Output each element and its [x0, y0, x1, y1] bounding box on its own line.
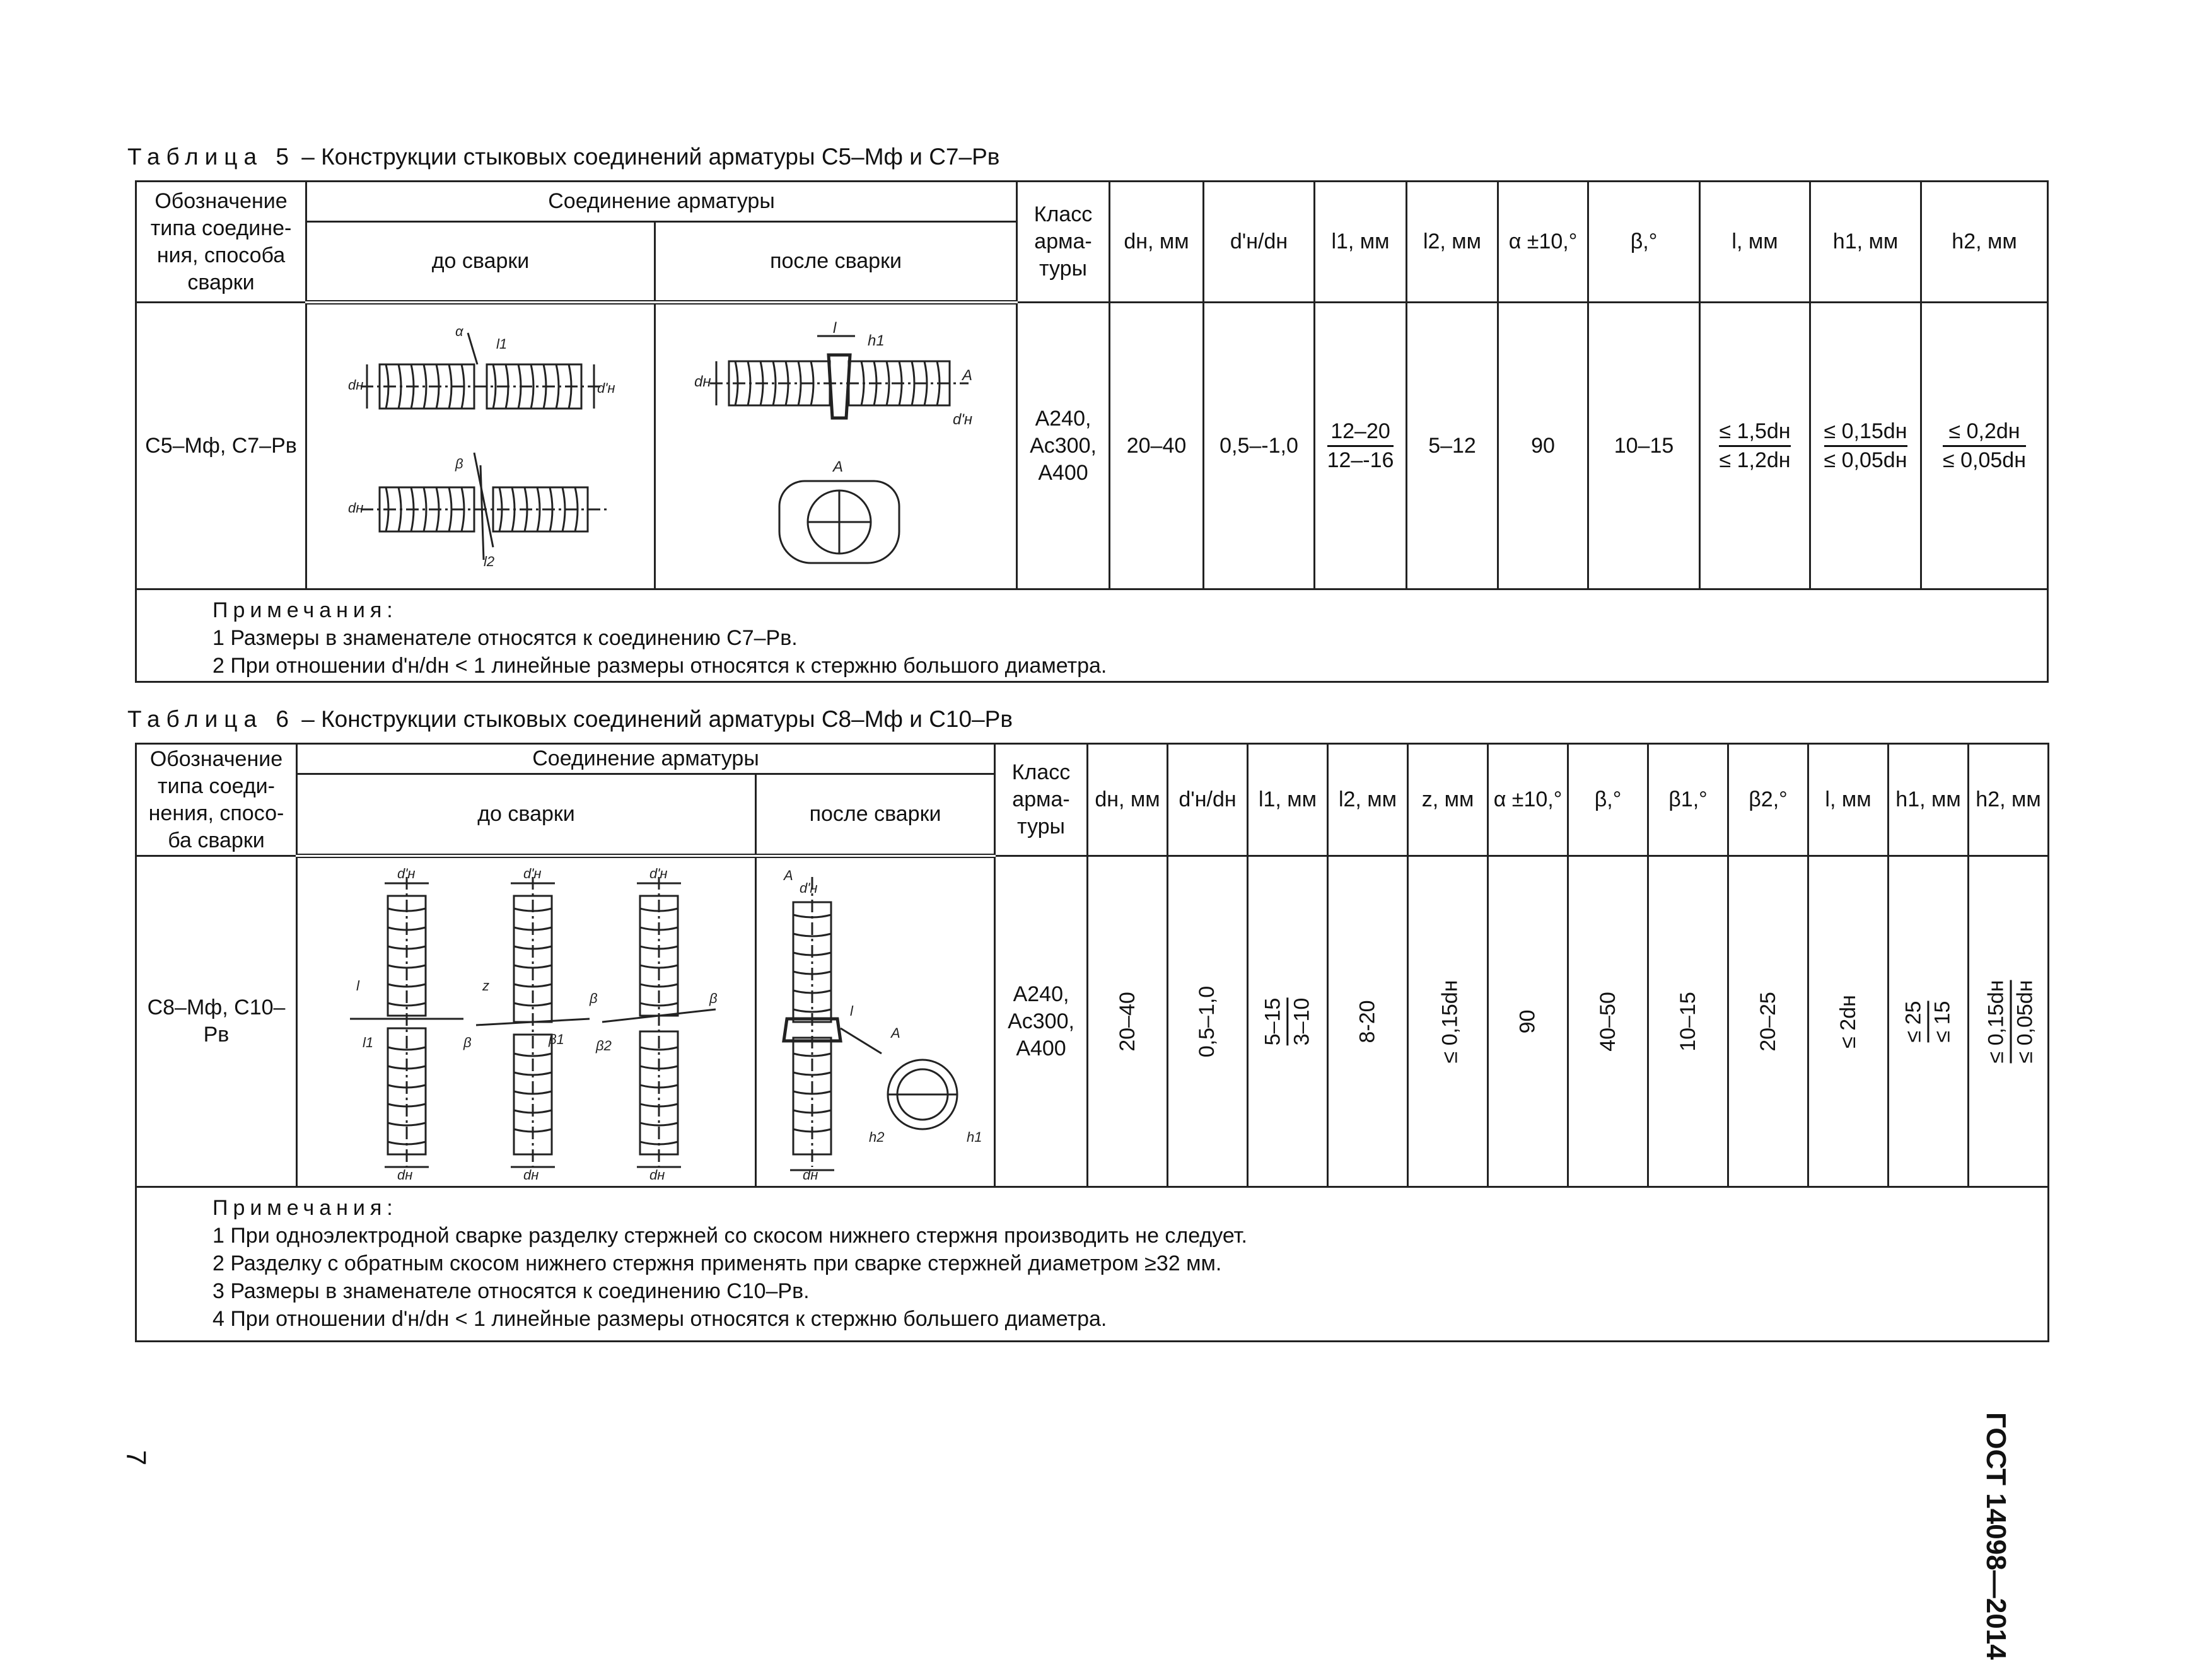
t5-drawing-after [655, 303, 1017, 589]
rebar-vertical-before-welding-drawing [325, 864, 728, 1180]
table6-caption-text: – Конструкции стыковых соединений арматуры С8–Мф и С10–Рв [301, 706, 1013, 732]
t6-notes-heading: Примечания: [212, 1196, 398, 1220]
t5-l1-numerator: 12–20 [1327, 418, 1394, 447]
t6-head-l2: l2, мм [1328, 744, 1408, 856]
t6-head-after: после сварки [756, 774, 995, 856]
t5-head-joint: Соединение арматуры [306, 182, 1017, 222]
svg-text:dн: dн [348, 500, 364, 516]
t5-head-after: после сварки [655, 222, 1017, 303]
table6 [135, 743, 2049, 1342]
t6-alpha-value: 90 [1515, 1009, 1540, 1033]
svg-text:β: β [455, 456, 463, 472]
t6-head-ratio: d'н/dн [1168, 744, 1248, 856]
t5-head-type: Обозначение типа соедине-ния, способа сварки [136, 182, 306, 303]
table5-caption [127, 144, 999, 170]
t5-ratio: 0,5–-1,0 [1204, 303, 1315, 589]
t5-head-ratio: d'н/dн [1204, 182, 1315, 303]
t6-h2-denominator: ≤ 0,05dн [2013, 980, 2037, 1063]
svg-text:h2: h2 [869, 1129, 885, 1145]
table5-caption-text: – Конструкции стыковых соединений арматуры С5–Мф и С7–Рв [301, 144, 1000, 170]
t6-head-dn: dн, мм [1088, 744, 1168, 856]
t5-class: А240, Ас300, А400 [1017, 303, 1110, 589]
t5-h2-denominator: ≤ 0,05dн [1943, 448, 2026, 472]
svg-text:d'н: d'н [649, 866, 668, 881]
svg-text:h1: h1 [967, 1129, 982, 1145]
t5-head-l1: l1, мм [1315, 182, 1407, 303]
table6-caption-word: Таблица 6 [127, 706, 295, 732]
table5-caption-word: Таблица 5 [127, 144, 295, 170]
t6-note-2: 2 Разделку с обратным скосом нижнего стержня применять при сварке стержней диаметром ≥32 мм. [212, 1251, 1222, 1275]
svg-text:l: l [356, 978, 359, 994]
t6-beta2-value: 20–25 [1755, 991, 1780, 1052]
t6-note-3: 3 Размеры в знаменателе относятся к соединению С10–Рв. [212, 1279, 810, 1303]
t5-l-denominator: ≤ 1,2dн [1719, 448, 1791, 472]
t5-l1 [1315, 303, 1407, 589]
t6-beta2 [1728, 856, 1808, 1187]
svg-text:dн: dн [803, 1167, 818, 1180]
t5-head-class: Класс арма-туры [1017, 182, 1110, 303]
table6-caption [127, 706, 1013, 733]
t5-note-1: 1 Размеры в знаменателе относятся к соединению С7–Рв. [212, 626, 798, 650]
t6-h2 [1969, 856, 2049, 1187]
page-number: 7 [120, 1450, 151, 1466]
svg-text:d'н: d'н [597, 380, 615, 396]
t5-l2: 5–12 [1407, 303, 1498, 589]
t6-notes [136, 1187, 2049, 1342]
t6-drawing-after [756, 856, 995, 1187]
svg-text:l1: l1 [496, 336, 508, 352]
t6-note-4: 4 При отношении d'н/dн < 1 линейные размеры относятся к стержню большего диаметра. [212, 1307, 1107, 1331]
t6-z-value: ≤ 0,15dн [1438, 980, 1462, 1063]
t6-drawing-before [297, 856, 756, 1187]
svg-text:d'н: d'н [523, 866, 542, 881]
t6-head-alpha: α ±10,° [1488, 744, 1568, 856]
t5-notes-heading: Примечания: [212, 598, 398, 622]
document-code: ГОСТ 14098—2014 [1981, 1412, 2011, 1660]
t5-head-alpha: α ±10,° [1498, 182, 1588, 303]
t6-l2-value: 8-20 [1355, 999, 1380, 1043]
t6-beta [1568, 856, 1648, 1187]
t6-head-before: до сварки [297, 774, 756, 856]
table5 [135, 180, 2049, 683]
t6-dn-value: 20–40 [1115, 991, 1139, 1052]
rebar-before-welding-drawing [342, 320, 619, 572]
svg-text:β1: β1 [548, 1031, 564, 1047]
t5-head-before: до сварки [306, 222, 655, 303]
t6-head-class: Класс арма-туры [995, 744, 1088, 856]
t6-ratio [1168, 856, 1248, 1187]
t6-head-l1: l1, мм [1248, 744, 1328, 856]
t6-l-value: ≤ 2dн [1836, 994, 1860, 1048]
t6-beta-value: 40–50 [1595, 991, 1620, 1052]
svg-text:l: l [832, 320, 836, 337]
t5-head-h1: h1, мм [1810, 182, 1921, 303]
t5-l-numerator: ≤ 1,5dн [1719, 418, 1790, 447]
svg-text:d'н: d'н [397, 866, 416, 881]
svg-text:A: A [962, 367, 972, 384]
t6-l1-numerator: 5–15 [1260, 997, 1289, 1045]
t6-head-type: Обозначение типа соеди-нения, спосо-ба сварки [136, 744, 297, 856]
t5-head-dn: dн, мм [1110, 182, 1204, 303]
t6-head-beta: β,° [1568, 744, 1648, 856]
t5-h2-numerator: ≤ 0,2dн [1943, 418, 2026, 447]
svg-text:dн: dн [348, 377, 364, 393]
t5-h1-denominator: ≤ 0,05dн [1824, 448, 1907, 472]
svg-text:dн: dн [397, 1167, 412, 1180]
rebar-vertical-after-welding-drawing [762, 864, 989, 1180]
t6-l1-denominator: 3–10 [1289, 997, 1314, 1045]
svg-text:dн: dн [694, 373, 711, 390]
t6-beta1 [1648, 856, 1728, 1187]
t6-class: А240, Ас300, А400 [995, 856, 1088, 1187]
svg-text:α: α [455, 323, 463, 339]
svg-text:l1: l1 [362, 1035, 373, 1050]
svg-text:A: A [891, 1025, 900, 1041]
svg-text:β2: β2 [595, 1038, 612, 1053]
t6-head-joint: Соединение арматуры [297, 744, 995, 774]
svg-text:l2: l2 [484, 554, 495, 569]
t6-head-h2: h2, мм [1969, 744, 2049, 856]
t6-head-h1: h1, мм [1889, 744, 1969, 856]
svg-text:h1: h1 [867, 332, 885, 349]
t5-h1 [1810, 303, 1921, 589]
t5-beta: 10–15 [1588, 303, 1700, 589]
t5-head-l2: l2, мм [1407, 182, 1498, 303]
t5-head-l: l, мм [1700, 182, 1810, 303]
svg-text:d'н: d'н [952, 411, 972, 428]
svg-text:β: β [589, 990, 598, 1006]
t6-head-l: l, мм [1808, 744, 1889, 856]
t6-alpha [1488, 856, 1568, 1187]
svg-text:dн: dн [523, 1167, 538, 1180]
t6-dn [1088, 856, 1168, 1187]
t6-z [1408, 856, 1488, 1187]
t6-beta1-value: 10–15 [1675, 991, 1700, 1052]
svg-text:dн: dн [649, 1167, 665, 1180]
svg-text:z: z [482, 978, 489, 994]
rebar-after-welding-drawing [691, 317, 981, 576]
t6-type: С8–Мф, С10–Рв [136, 856, 297, 1187]
svg-text:β: β [463, 1035, 472, 1050]
svg-text:d'н: d'н [800, 880, 818, 896]
svg-text:l: l [850, 1003, 853, 1019]
t5-head-h2: h2, мм [1921, 182, 2048, 303]
t5-note-2: 2 При отношении d'н/dн < 1 линейные размеры относятся к стержню большого диаметра. [212, 654, 1107, 678]
t5-h2 [1921, 303, 2048, 589]
t6-l2 [1328, 856, 1408, 1187]
svg-text:A: A [832, 458, 843, 475]
t6-h1-numerator: ≤ 25 [1901, 1001, 1930, 1042]
t6-h1-denominator: ≤ 15 [1930, 1001, 1955, 1042]
t5-alpha: 90 [1498, 303, 1588, 589]
t6-head-z: z, мм [1408, 744, 1488, 856]
t5-dn: 20–40 [1110, 303, 1204, 589]
svg-text:β: β [709, 990, 718, 1006]
t6-ratio-value: 0,5–1,0 [1195, 985, 1220, 1057]
t5-head-beta: β,° [1588, 182, 1700, 303]
svg-text:A: A [784, 868, 793, 883]
t6-head-beta2: β2,° [1728, 744, 1808, 856]
t5-notes [136, 589, 2048, 682]
t5-h1-numerator: ≤ 0,15dн [1824, 418, 1907, 447]
t5-l1-denominator: 12–-16 [1327, 448, 1394, 472]
t6-head-beta1: β1,° [1648, 744, 1728, 856]
t6-l1 [1248, 856, 1328, 1187]
t6-h1 [1889, 856, 1969, 1187]
t5-drawing-before [306, 303, 655, 589]
t5-l [1700, 303, 1810, 589]
t6-note-1: 1 При одноэлектродной сварке разделку стержней со скосом нижнего стержня производить не следует. [212, 1224, 1247, 1248]
t5-type: С5–Мф, С7–Рв [136, 303, 306, 589]
t6-h2-numerator: ≤ 0,15dн [1983, 980, 2012, 1063]
t6-l [1808, 856, 1889, 1187]
